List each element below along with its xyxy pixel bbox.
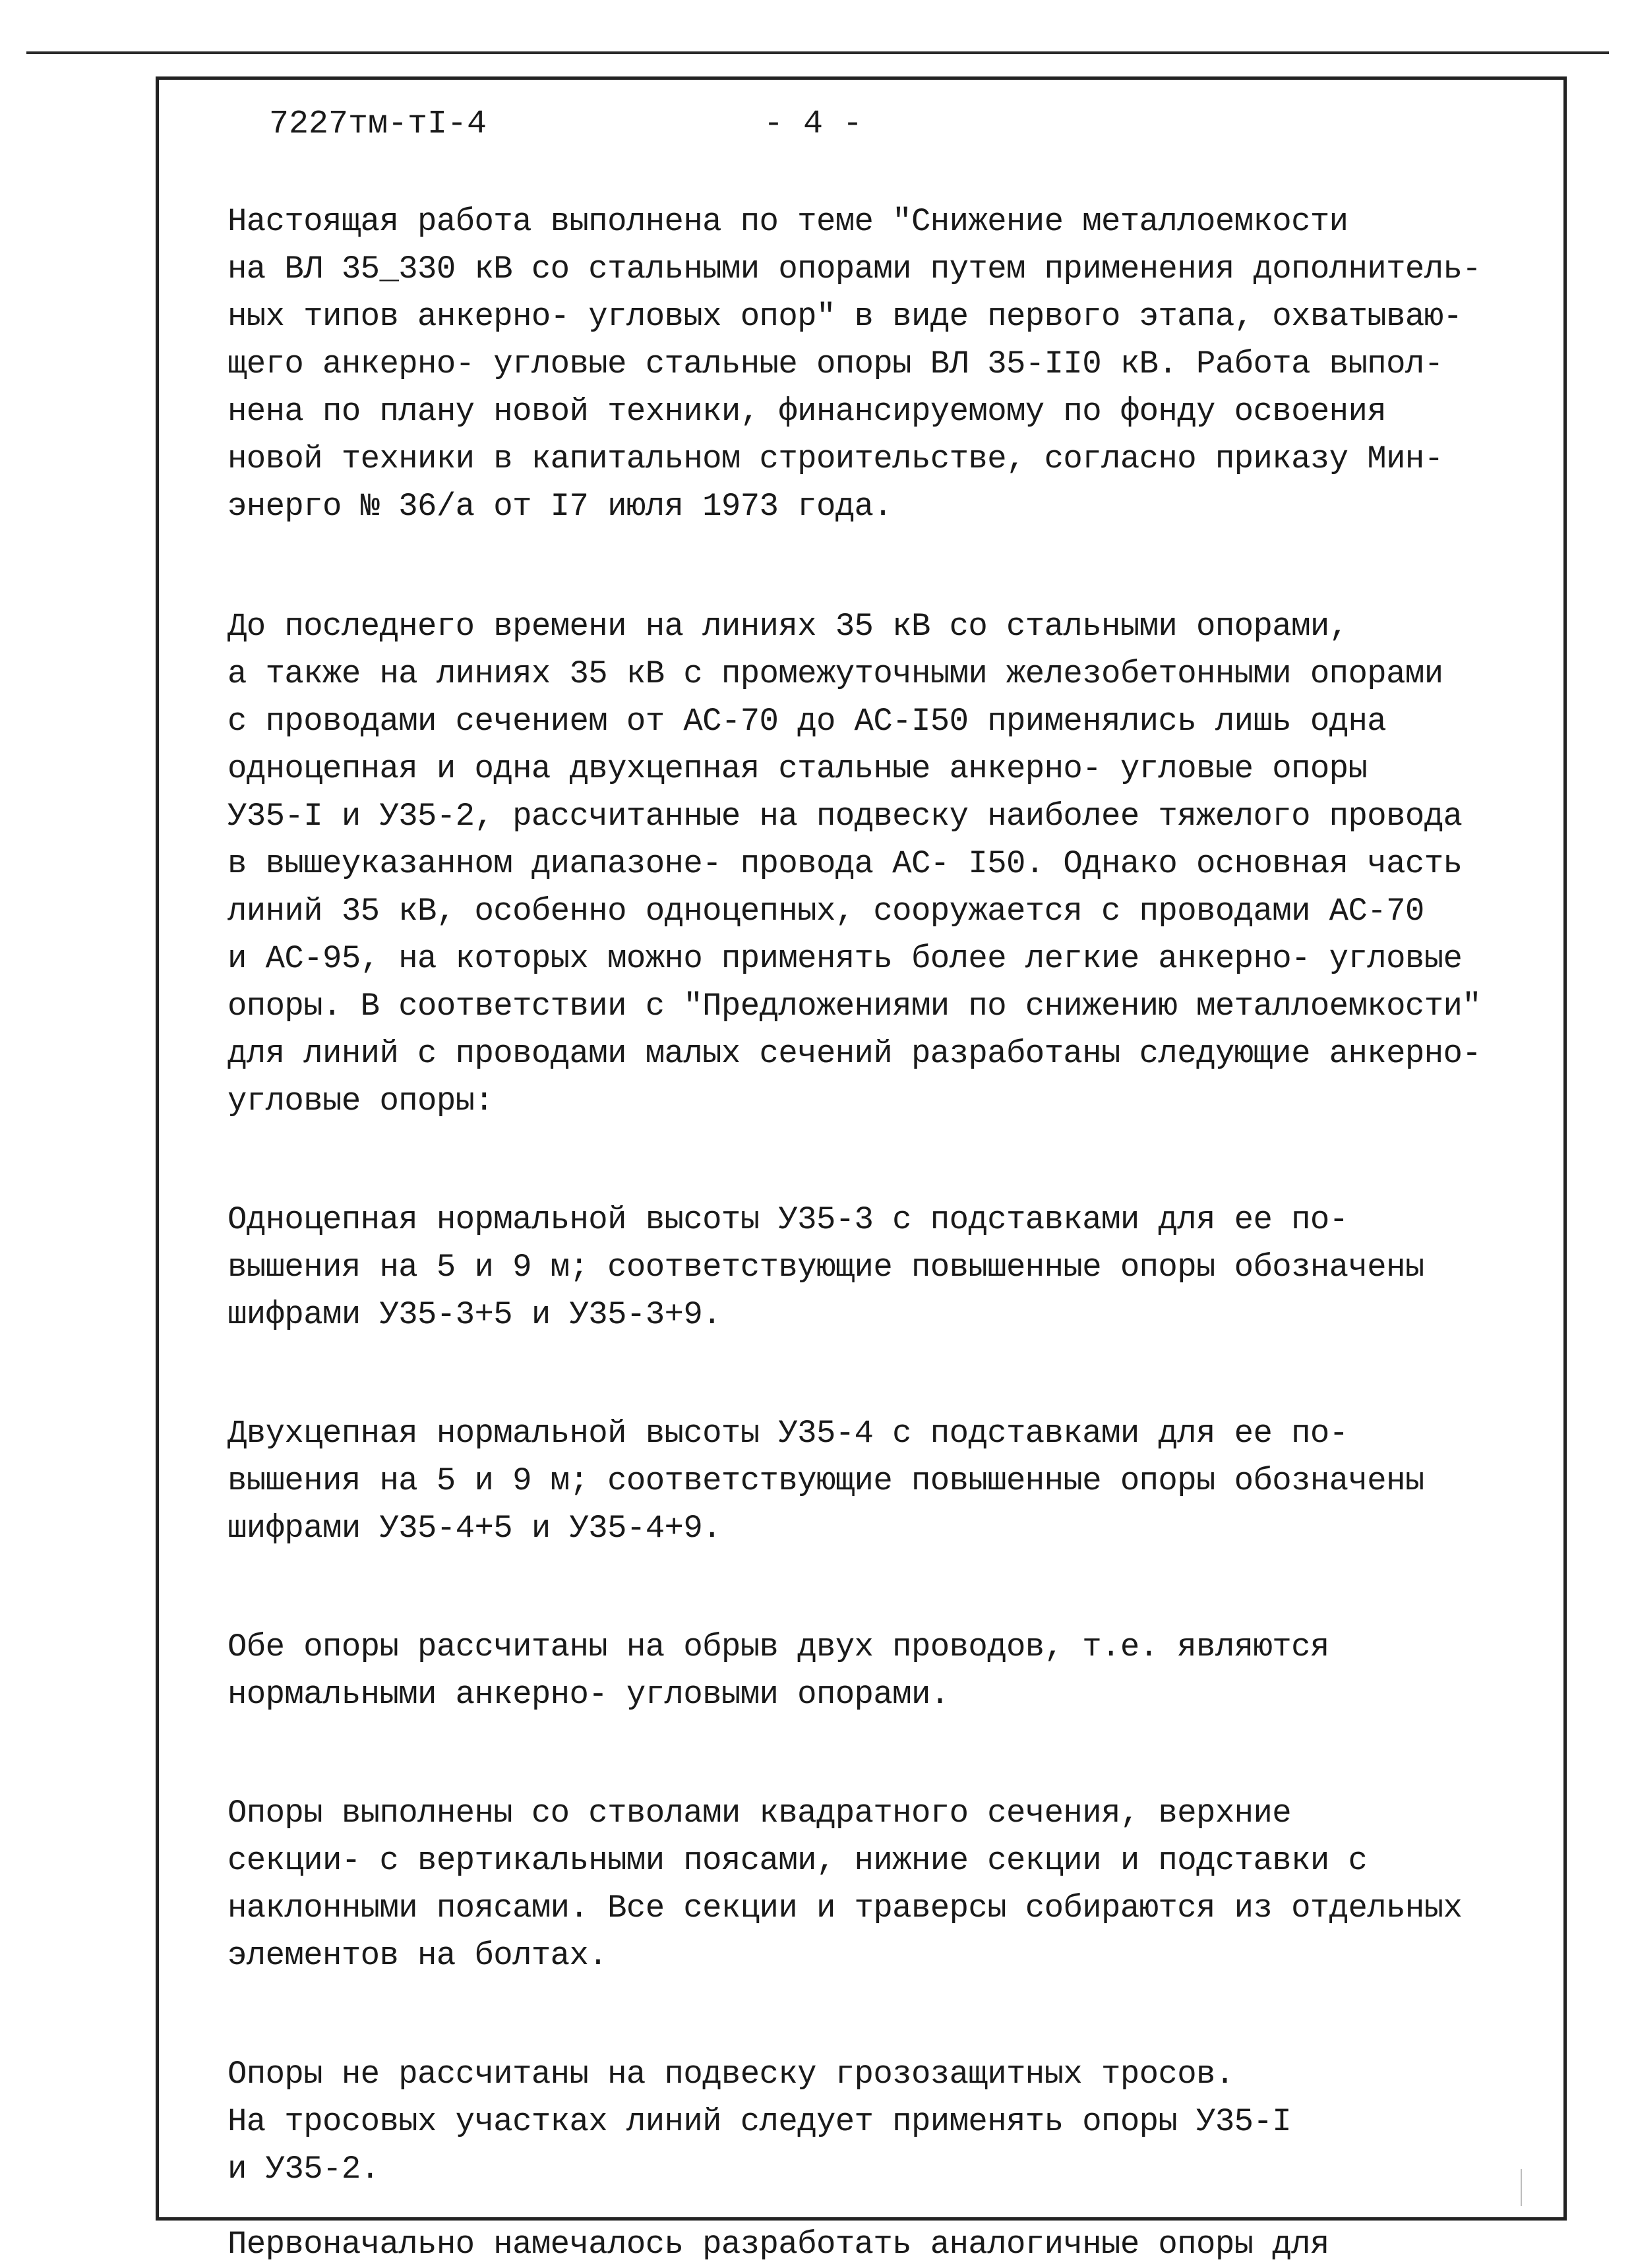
top-rule xyxy=(26,51,1609,54)
page-header xyxy=(269,105,1456,152)
paragraph-calculation: Обе опоры рассчитаны на обрыв двух проводов, т.е. являются нормальными анкерно- угловыми опорами. xyxy=(227,1628,1329,1713)
paragraph-cables: Опоры не рассчитаны на подвеску грозозащитных тросов. На тросовых участках линий следует применять опоры У35-I и У35-2. xyxy=(227,2056,1292,2188)
paragraph-double-circuit: Двухцепная нормальной высоты У35-4 с подставками для ее по- вышения на 5 и 9 м; соответствующие повышенные опоры обозначены шифрами У35-4+5 и У35-4+9. xyxy=(227,1415,1424,1547)
margin-mark xyxy=(1521,2169,1532,2206)
paragraph-intro: Настоящая работа выполнена по теме "Снижение металлоемкости на ВЛ 35_330 кВ со стальными опорами путем применения дополнитель- ных типов анкерно- угловых опор" в виде первого этапа, охватываю- щего анкерно- угловые стальные опоры ВЛ 35-II0 кВ. Работа выпол- нена по плану новой техники, финансируемому по фонду освоения новой техники в капитальном строительстве, согласно приказу Мин- энерго № 36/а от I7 июля 1973 года. xyxy=(227,203,1482,525)
paragraph-construction: Опоры выполнены со стволами квадратного сечения, верхние секции- с вертикальными поясами, нижние секции и подставки с наклонными поясами. Все секции и траверсы собираются из отдельных элементов на болтах. xyxy=(227,1795,1463,1974)
paragraph-single-circuit: Одноцепная нормальной высоты У35-3 с подставками для ее по- вышения на 5 и 9 м; соответствующие повышенные опоры обозначены шифрами У35-3+5 и У35-3+9. xyxy=(227,1201,1424,1333)
paragraph-background: До последнего времени на линиях 35 кВ со стальными опорами, а также на линиях 35 кВ с промежуточными железобетонными опорами с проводами сечением от АС-70 до АС-I50 применялись лишь одна одноцепная и одна двухцепная стальные анкерно- угловые опоры У35-I и У35-2, рассчитанные на подвеску наиболее тяжелого провода в вышеуказанном диапазоне- провода АС- I50. Однако основная часть линий 35 кВ, особенно одноцепных, сооружается с проводами АС-70 и АС-95, на которых можно применять более легкие анкерно- угловые опоры. В соответствии с "Предложениями по снижению металлоемкости" для линий с проводами малых сечений разработаны следующие анкерно- угловые опоры: xyxy=(227,608,1482,1119)
page-number: - 4 - xyxy=(764,105,863,143)
paragraph-continuation: Первоначально намечалось разработать аналогичные опоры для xyxy=(227,2226,1329,2263)
document-code: 7227тм-тI-4 xyxy=(269,105,487,143)
document-body xyxy=(227,198,1520,2268)
